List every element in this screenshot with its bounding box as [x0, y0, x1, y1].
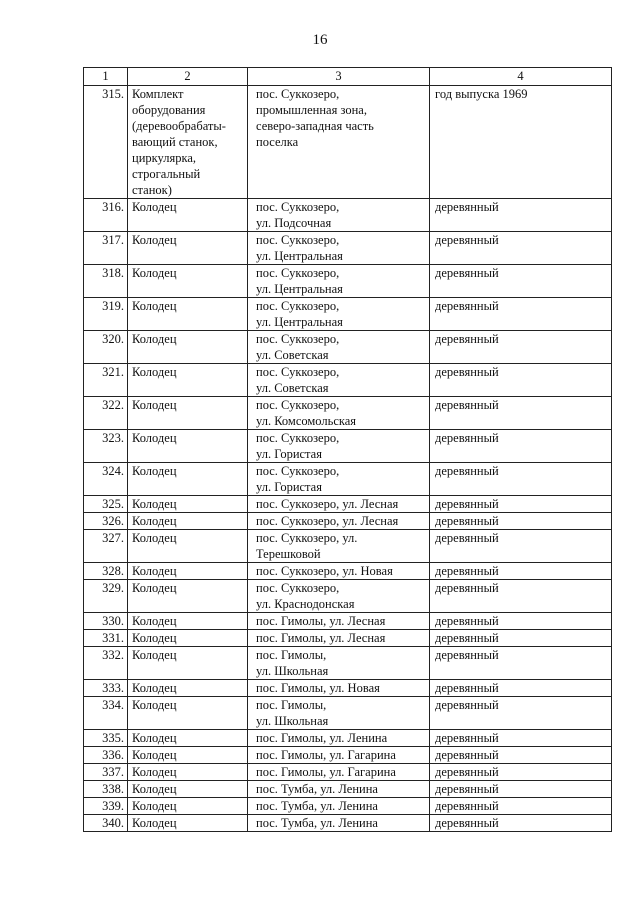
- item-note-text: деревянный: [435, 233, 499, 247]
- item-location-text: пос. Гимолы, ул. Новая: [256, 681, 380, 695]
- item-location-text: пос. Тумба, ул. Ленина: [256, 782, 378, 796]
- item-note-text: деревянный: [435, 581, 499, 595]
- item-name: [128, 680, 248, 697]
- item-name: [128, 747, 248, 764]
- table-row: [84, 798, 612, 815]
- row-number: [84, 580, 128, 613]
- table-row: [84, 513, 612, 530]
- item-name-text: Колодец: [132, 233, 177, 247]
- table-row: [84, 430, 612, 463]
- row-number-text: 316.: [102, 200, 124, 214]
- item-note: [430, 530, 612, 563]
- item-name: [128, 199, 248, 232]
- item-note-text: деревянный: [435, 698, 499, 712]
- item-name: [128, 815, 248, 832]
- item-location-text: пос. Тумба, ул. Ленина: [256, 816, 378, 830]
- row-number: [84, 613, 128, 630]
- item-note: [430, 680, 612, 697]
- item-note-text: деревянный: [435, 799, 499, 813]
- item-name: [128, 265, 248, 298]
- item-location-text: пос. Суккозеро, ул. Комсомольская: [256, 398, 357, 428]
- item-name: [128, 513, 248, 530]
- row-number: [84, 563, 128, 580]
- row-number-text: 338.: [102, 782, 124, 796]
- item-name: [128, 331, 248, 364]
- item-location: [248, 86, 430, 199]
- item-note-text: деревянный: [435, 681, 499, 695]
- item-location: [248, 647, 430, 680]
- item-location-text: пос. Гимолы, ул. Гагарина: [256, 765, 396, 779]
- table-row: [84, 747, 612, 764]
- item-location-text: пос. Суккозеро, ул. Советская: [256, 365, 340, 395]
- item-name-text: Колодец: [132, 698, 177, 712]
- row-number: [84, 781, 128, 798]
- table-row: [84, 86, 612, 199]
- item-note: [430, 513, 612, 530]
- item-note: [430, 430, 612, 463]
- item-note-text: деревянный: [435, 299, 499, 313]
- row-number-text: 328.: [102, 564, 124, 578]
- item-note: [430, 747, 612, 764]
- item-name-text: Колодец: [132, 266, 177, 280]
- item-note: [430, 199, 612, 232]
- item-location: [248, 764, 430, 781]
- item-location: [248, 364, 430, 397]
- table-row: [84, 530, 612, 563]
- row-number: [84, 331, 128, 364]
- row-number-text: 337.: [102, 765, 124, 779]
- item-name-text: Колодец: [132, 564, 177, 578]
- item-location: [248, 563, 430, 580]
- item-name: [128, 563, 248, 580]
- item-location: [248, 397, 430, 430]
- item-name-text: Колодец: [132, 398, 177, 412]
- item-name: [128, 781, 248, 798]
- row-number: [84, 815, 128, 832]
- item-name-text: Колодец: [132, 365, 177, 379]
- item-location: [248, 463, 430, 496]
- item-location-text: пос. Суккозеро, ул. Терешковой: [256, 531, 358, 561]
- item-location-text: пос. Суккозеро, ул. Лесная: [256, 497, 399, 511]
- table-row: [84, 680, 612, 697]
- row-number: [84, 697, 128, 730]
- row-number-text: 321.: [102, 365, 124, 379]
- item-name: [128, 764, 248, 781]
- row-number: [84, 747, 128, 764]
- item-name-text: Колодец: [132, 332, 177, 346]
- item-name-text: Колодец: [132, 681, 177, 695]
- row-number: [84, 364, 128, 397]
- row-number-text: 340.: [102, 816, 124, 830]
- item-note: [430, 463, 612, 496]
- item-note-text: деревянный: [435, 464, 499, 478]
- item-location-text: пос. Суккозеро, промышленная зона, северо-западная часть поселка: [256, 87, 374, 149]
- item-name-text: Колодец: [132, 631, 177, 645]
- item-name: [128, 630, 248, 647]
- table-row: [84, 298, 612, 331]
- item-location: [248, 613, 430, 630]
- table-row: [84, 563, 612, 580]
- item-location-text: пос. Гимолы, ул. Школьная: [256, 648, 329, 678]
- item-location-text: пос. Гимолы, ул. Лесная: [256, 631, 386, 645]
- item-location: [248, 781, 430, 798]
- item-name: [128, 430, 248, 463]
- item-note: [430, 630, 612, 647]
- item-location: [248, 430, 430, 463]
- column-header-1: 1: [84, 68, 128, 86]
- item-name-text: Колодец: [132, 648, 177, 662]
- item-note-text: деревянный: [435, 266, 499, 280]
- item-location: [248, 298, 430, 331]
- item-note: [430, 613, 612, 630]
- item-note: [430, 764, 612, 781]
- item-name: [128, 397, 248, 430]
- table-row: [84, 463, 612, 496]
- table-body: [84, 86, 612, 832]
- table-row: [84, 265, 612, 298]
- row-number-text: 331.: [102, 631, 124, 645]
- item-note-text: год выпуска 1969: [435, 87, 528, 101]
- item-location-text: пос. Суккозеро, ул. Советская: [256, 332, 340, 362]
- row-number: [84, 298, 128, 331]
- table-row: [84, 781, 612, 798]
- row-number: [84, 764, 128, 781]
- item-name-text: Колодец: [132, 731, 177, 745]
- row-number-text: 317.: [102, 233, 124, 247]
- item-note-text: деревянный: [435, 782, 499, 796]
- row-number-text: 323.: [102, 431, 124, 445]
- item-note-text: деревянный: [435, 765, 499, 779]
- row-number: [84, 730, 128, 747]
- item-name-text: Колодец: [132, 765, 177, 779]
- table-row: [84, 764, 612, 781]
- item-location-text: пос. Суккозеро, ул. Гористая: [256, 431, 340, 461]
- table-row: [84, 613, 612, 630]
- item-note-text: деревянный: [435, 332, 499, 346]
- row-number: [84, 530, 128, 563]
- item-location: [248, 513, 430, 530]
- property-registry-table: [83, 67, 612, 832]
- item-note: [430, 563, 612, 580]
- item-name-text: Колодец: [132, 748, 177, 762]
- table-row: [84, 697, 612, 730]
- item-name-text: Колодец: [132, 531, 177, 545]
- item-location-text: пос. Суккозеро, ул. Гористая: [256, 464, 340, 494]
- item-location: [248, 496, 430, 513]
- row-number-text: 327.: [102, 531, 124, 545]
- item-name: [128, 232, 248, 265]
- row-number-text: 330.: [102, 614, 124, 628]
- item-location-text: пос. Гимолы, ул. Гагарина: [256, 748, 396, 762]
- table-row: [84, 364, 612, 397]
- column-header-2: 2: [128, 68, 248, 86]
- item-note-text: деревянный: [435, 564, 499, 578]
- item-note-text: деревянный: [435, 398, 499, 412]
- item-name-text: Колодец: [132, 614, 177, 628]
- item-name: [128, 798, 248, 815]
- item-note: [430, 647, 612, 680]
- table-row: [84, 331, 612, 364]
- item-name-text: Колодец: [132, 816, 177, 830]
- item-location: [248, 530, 430, 563]
- item-name-text: Колодец: [132, 799, 177, 813]
- row-number: [84, 496, 128, 513]
- column-header-3: 3: [248, 68, 430, 86]
- item-location-text: пос. Гимолы, ул. Школьная: [256, 698, 329, 728]
- table-row: [84, 815, 612, 832]
- item-note: [430, 232, 612, 265]
- row-number: [84, 647, 128, 680]
- item-location-text: пос. Суккозеро, ул. Подсочная: [256, 200, 340, 230]
- item-location: [248, 331, 430, 364]
- item-location-text: пос. Суккозеро, ул. Центральная: [256, 266, 343, 296]
- item-name: [128, 730, 248, 747]
- item-location-text: пос. Гимолы, ул. Ленина: [256, 731, 388, 745]
- table-row: [84, 647, 612, 680]
- item-name-text: Колодец: [132, 497, 177, 511]
- table-row: [84, 730, 612, 747]
- item-note-text: деревянный: [435, 431, 499, 445]
- row-number-text: 339.: [102, 799, 124, 813]
- table-header-row: [84, 68, 612, 86]
- row-number-text: 334.: [102, 698, 124, 712]
- item-note: [430, 815, 612, 832]
- row-number-text: 336.: [102, 748, 124, 762]
- item-name-text: Колодец: [132, 464, 177, 478]
- row-number: [84, 397, 128, 430]
- page-number: 16: [312, 32, 328, 48]
- table-row: [84, 232, 612, 265]
- row-number-text: 332.: [102, 648, 124, 662]
- item-location-text: пос. Суккозеро, ул. Лесная: [256, 514, 399, 528]
- item-note: [430, 496, 612, 513]
- row-number-text: 322.: [102, 398, 124, 412]
- item-note: [430, 397, 612, 430]
- item-note: [430, 580, 612, 613]
- item-location-text: пос. Гимолы, ул. Лесная: [256, 614, 386, 628]
- item-note-text: деревянный: [435, 531, 499, 545]
- item-name: [128, 647, 248, 680]
- item-note-text: деревянный: [435, 514, 499, 528]
- row-number: [84, 199, 128, 232]
- table-row: [84, 496, 612, 513]
- row-number-text: 319.: [102, 299, 124, 313]
- item-note: [430, 697, 612, 730]
- row-number: [84, 680, 128, 697]
- item-note-text: деревянный: [435, 614, 499, 628]
- row-number-text: 320.: [102, 332, 124, 346]
- item-location: [248, 232, 430, 265]
- item-note: [430, 364, 612, 397]
- item-name-text: Комплект оборудования (деревообрабаты- вающий станок, циркулярка, строгальный станок): [132, 87, 226, 197]
- item-location: [248, 730, 430, 747]
- item-note: [430, 730, 612, 747]
- row-number: [84, 463, 128, 496]
- item-location-text: пос. Суккозеро, ул. Новая: [256, 564, 393, 578]
- row-number-text: 333.: [102, 681, 124, 695]
- item-note-text: деревянный: [435, 748, 499, 762]
- row-number: [84, 798, 128, 815]
- item-name-text: Колодец: [132, 200, 177, 214]
- item-location: [248, 680, 430, 697]
- row-number-text: 324.: [102, 464, 124, 478]
- item-name: [128, 613, 248, 630]
- item-name-text: Колодец: [132, 431, 177, 445]
- item-note-text: деревянный: [435, 200, 499, 214]
- row-number-text: 326.: [102, 514, 124, 528]
- item-location: [248, 815, 430, 832]
- item-note: [430, 86, 612, 199]
- item-location: [248, 199, 430, 232]
- item-note: [430, 798, 612, 815]
- item-note-text: деревянный: [435, 731, 499, 745]
- item-note-text: деревянный: [435, 631, 499, 645]
- item-name: [128, 530, 248, 563]
- item-location: [248, 747, 430, 764]
- column-header-4: 4: [430, 68, 612, 86]
- row-number: [84, 513, 128, 530]
- item-note: [430, 265, 612, 298]
- item-location-text: пос. Тумба, ул. Ленина: [256, 799, 378, 813]
- item-note: [430, 298, 612, 331]
- table-row: [84, 397, 612, 430]
- row-number-text: 318.: [102, 266, 124, 280]
- item-note: [430, 331, 612, 364]
- item-location: [248, 697, 430, 730]
- item-name: [128, 496, 248, 513]
- item-location: [248, 580, 430, 613]
- row-number: [84, 86, 128, 199]
- item-note-text: деревянный: [435, 365, 499, 379]
- item-name: [128, 364, 248, 397]
- row-number-text: 335.: [102, 731, 124, 745]
- item-name-text: Колодец: [132, 581, 177, 595]
- item-name-text: Колодец: [132, 782, 177, 796]
- item-name-text: Колодец: [132, 514, 177, 528]
- row-number-text: 315.: [102, 87, 124, 101]
- row-number: [84, 430, 128, 463]
- item-note-text: деревянный: [435, 648, 499, 662]
- item-note-text: деревянный: [435, 816, 499, 830]
- row-number-text: 325.: [102, 497, 124, 511]
- table-row: [84, 630, 612, 647]
- row-number: [84, 630, 128, 647]
- item-note-text: деревянный: [435, 497, 499, 511]
- item-name: [128, 298, 248, 331]
- item-location: [248, 798, 430, 815]
- item-location-text: пос. Суккозеро, ул. Краснодонская: [256, 581, 355, 611]
- item-name: [128, 697, 248, 730]
- table-row: [84, 199, 612, 232]
- row-number: [84, 232, 128, 265]
- row-number-text: 329.: [102, 581, 124, 595]
- item-name: [128, 86, 248, 199]
- item-name: [128, 580, 248, 613]
- item-name-text: Колодец: [132, 299, 177, 313]
- item-name: [128, 463, 248, 496]
- item-location: [248, 630, 430, 647]
- table-row: [84, 580, 612, 613]
- row-number: [84, 265, 128, 298]
- item-location-text: пос. Суккозеро, ул. Центральная: [256, 299, 343, 329]
- item-note: [430, 781, 612, 798]
- item-location-text: пос. Суккозеро, ул. Центральная: [256, 233, 343, 263]
- item-location: [248, 265, 430, 298]
